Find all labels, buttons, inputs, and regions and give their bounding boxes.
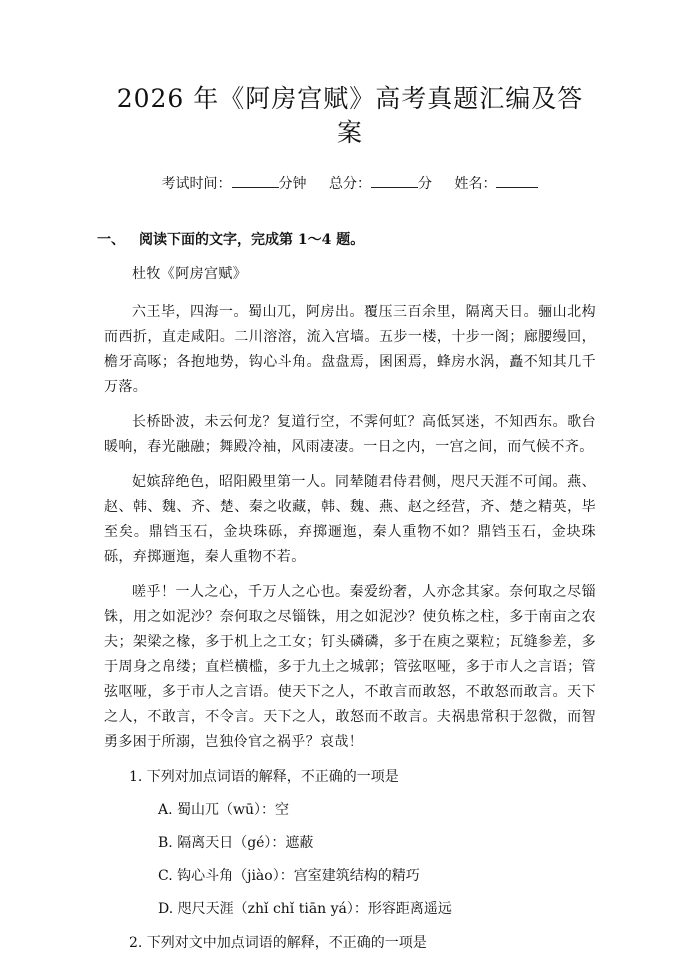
student-name-field xyxy=(454,176,538,192)
total-score-field xyxy=(329,176,436,192)
total-score-blank[interactable] xyxy=(371,172,418,188)
passage-paragraph: 嗟乎！一人之心，千万人之心也。秦爱纷奢，人亦念其家。奈何取之尽锱铢，用之如泥沙？奈何取之尽锱铢，用之如泥沙？使负栋之柱，多于南亩之农夫；架梁之椽，多于机上之工女；钉头磷磷，多于在庾之粟粒；瓦缝参差，多于周身之帛缕；直栏横槛，多于九土之城郭；管弦呕哑，多于市人之言语；管弦呕哑，多于市人之言语。使天下之人，不敢言而敢怒，不敢怒而敢言。天下之人，不敢言，不令言。天下之人，敢怒而不敢言。夫祸患常积于忽微，而智勇多困于所溺，岂独伶官之祸乎？哀哉！ xyxy=(104,584,596,750)
exam-time-label: 考试时间： xyxy=(161,176,232,192)
section-instruction: 阅读下面的文字，完成第 1～4 题。 xyxy=(139,232,365,248)
page-title: 2026 年《阿房宫赋》高考真题汇编及答案 xyxy=(116,84,584,147)
exam-time-field xyxy=(162,176,311,192)
exam-time-blank[interactable] xyxy=(232,172,279,188)
total-score-unit: 分 xyxy=(418,176,432,192)
passage-paragraph: 六王毕，四海一。蜀山兀，阿房出。覆压三百余里，隔离天日。骊山北构而西折，直走咸阳。二川溶溶，流入宫墙。五步一楼，十步一阁；廊腰缦回，檐牙高啄；各抱地势，钩心斗角。盘盘焉，囷囷焉，蜂房水涡，矗不知其几千万落。 xyxy=(104,304,596,395)
exam-meta xyxy=(104,172,596,194)
section-number: 一、 xyxy=(97,232,125,248)
question-2-stem: 2. 下列对文中加点词语的解释，不正确的一项是 xyxy=(129,935,427,951)
question-1-stem: 1. 下列对加点词语的解释，不正确的一项是 xyxy=(129,769,399,785)
question-1-option-a[interactable]: A. 蜀山兀（wū）：空 xyxy=(158,802,290,818)
total-score-label: 总分： xyxy=(329,176,371,192)
student-name-blank[interactable] xyxy=(496,172,538,188)
question-1-option-c[interactable]: C. 钩心斗角（jiào）：宫室建筑结构的精巧 xyxy=(158,868,420,884)
passage-author-title: 杜牧《阿房宫赋》 xyxy=(132,266,248,282)
passage-paragraph: 长桥卧波，未云何龙？复道行空，不霁何虹？高低冥迷，不知西东。歌台暖响，春光融融；舞殿冷袖，风雨凄凄。一日之内，一宫之间，而气候不齐。 xyxy=(104,414,596,455)
question-1-option-b[interactable]: B. 隔离天日（gé）：遮蔽 xyxy=(158,835,314,851)
passage-paragraph: 妃嫔辞绝色，昭阳殿里第一人。同辇随君侍君侧，咫尺天涯不可闻。燕、赵、韩、魏、齐、楚、秦之收藏，韩、魏、燕、赵之经营，齐、楚之精英，毕至矣。鼎铛玉石，金块珠砾，弃掷逦迤，秦人重物不如？鼎铛玉石，金块珠砾，弃掷逦迤，秦人重物不若。 xyxy=(104,474,596,565)
question-1-option-d[interactable]: D. 咫尺天涯（zhǐ chǐ tiān yá）：形容距离遥远 xyxy=(158,901,452,917)
student-name-label: 姓名： xyxy=(454,176,497,192)
exam-time-unit: 分钟 xyxy=(278,176,307,192)
section-heading xyxy=(97,230,596,250)
